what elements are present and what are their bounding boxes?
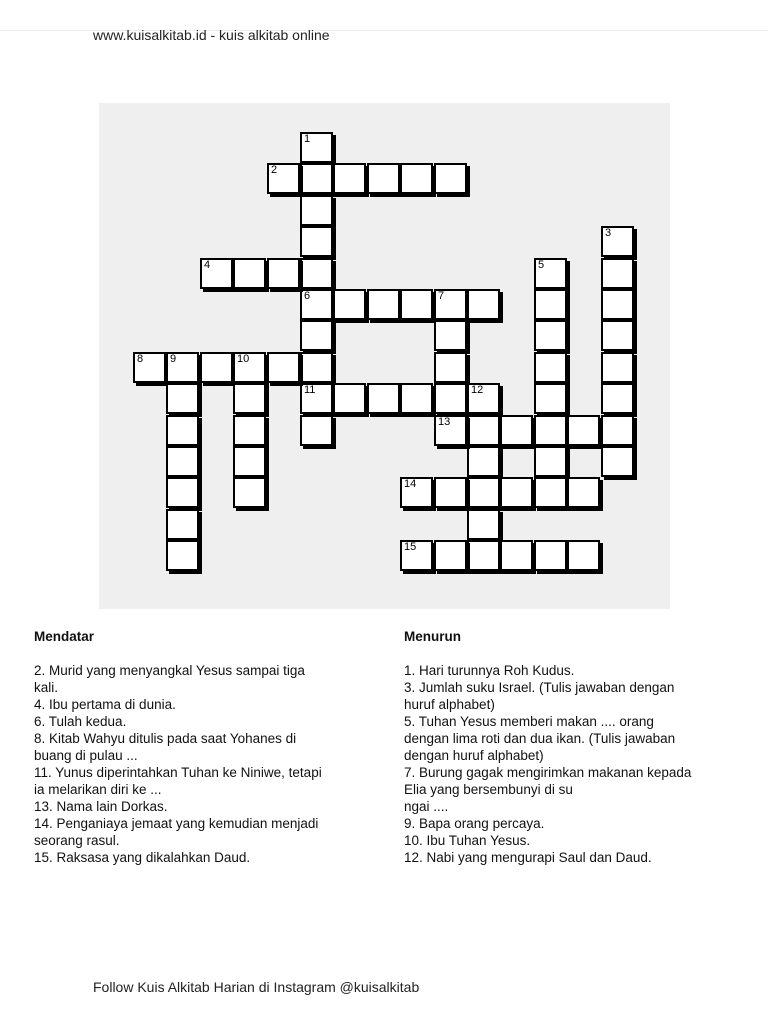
crossword-cell[interactable] [233,258,266,289]
crossword-cell[interactable] [333,383,366,414]
crossword-cell[interactable] [434,289,467,320]
clue-number: 2 [271,164,278,176]
crossword-cell[interactable] [300,289,333,320]
crossword-cell[interactable] [467,446,500,477]
crossword-cell[interactable] [534,352,567,383]
crossword-cell[interactable] [400,477,433,508]
crossword-cell[interactable] [434,352,467,383]
clues-across [34,628,374,866]
crossword-cell[interactable] [467,509,500,540]
clues-down-title: Menurun [404,629,461,644]
clue-number: 1 [304,133,311,145]
crossword-cell[interactable] [534,383,567,414]
crossword-cell[interactable] [601,226,634,257]
clue-number: 5 [538,259,545,271]
clue-number: 12 [471,384,484,396]
clue-across-13: 13. Nama lain Dorkas. [34,799,168,814]
crossword-cell[interactable] [601,258,634,289]
clue-down-12: 12. Nabi yang mengurapi Saul dan Daud. [404,850,652,865]
crossword-cell[interactable] [300,352,333,383]
crossword-cell[interactable] [267,352,300,383]
crossword-cell[interactable] [200,352,233,383]
site-header: www.kuisalkitab.id - kuis alkitab online [93,27,330,43]
crossword-cell[interactable] [400,540,433,571]
clue-across-14: 14. Penganiaya jemaat yang kemudian menjadi seorang rasul. [34,816,319,848]
crossword-cell[interactable] [467,477,500,508]
clue-across-15: 15. Raksasa yang dikalahkan Daud. [34,850,251,865]
clue-number: 9 [170,353,177,365]
crossword-cell[interactable] [300,132,333,163]
crossword-cell[interactable] [267,163,300,194]
crossword-cell[interactable] [467,383,500,414]
crossword-cell[interactable] [534,320,567,351]
crossword-cell[interactable] [534,477,567,508]
clue-across-6: 6. Tulah kedua. [34,714,127,729]
crossword-cell[interactable] [166,446,199,477]
crossword-cell[interactable] [467,415,500,446]
clue-number: 14 [404,478,417,490]
crossword-cell[interactable] [601,446,634,477]
crossword-cell[interactable] [434,415,467,446]
crossword-cell[interactable] [233,352,266,383]
crossword-cell[interactable] [500,477,533,508]
clue-down-7: 7. Burung gagak mengirimkan makanan kepada Elia yang bersembunyi di su ngai .... [404,765,692,814]
crossword-cell[interactable] [166,383,199,414]
crossword-cell[interactable] [300,258,333,289]
crossword-cell[interactable] [367,163,400,194]
crossword-cell[interactable] [333,163,366,194]
crossword-cell[interactable] [601,352,634,383]
crossword-cell[interactable] [534,540,567,571]
clue-number: 10 [237,353,250,365]
crossword-cell[interactable] [500,540,533,571]
clue-across-8: 8. Kitab Wahyu ditulis pada saat Yohanes di buang di pulau ... [34,731,297,763]
clue-number: 8 [137,353,144,365]
crossword-cell[interactable] [133,352,166,383]
crossword-cell[interactable] [434,540,467,571]
instagram-footer: Follow Kuis Alkitab Harian di Instagram @kuisalkitab [93,979,420,995]
crossword-cell[interactable] [166,352,199,383]
clue-down-5: 5. Tuhan Yesus memberi makan .... orang dengan lima roti dan dua ikan. (Tulis jawaban dengan huruf alphabet) [404,714,676,763]
clues-down [404,628,749,866]
clue-number: 6 [304,290,311,302]
clue-number: 15 [404,541,417,553]
clue-number: 7 [438,290,445,302]
crossword-cell[interactable] [601,289,634,320]
crossword-cell[interactable] [534,446,567,477]
crossword-cell[interactable] [434,383,467,414]
clues-across-title: Mendatar [34,629,95,644]
crossword-cell[interactable] [333,289,366,320]
crossword-cell[interactable] [434,477,467,508]
clue-down-9: 9. Bapa orang percaya. [404,816,545,831]
crossword-cell[interactable] [567,477,600,508]
crossword-cell[interactable] [300,320,333,351]
crossword-cell[interactable] [601,415,634,446]
clue-down-3: 3. Jumlah suku Israel. (Tulis jawaban dengan huruf alphabet) [404,680,675,712]
crossword-cell[interactable] [467,540,500,571]
clue-across-2: 2. Murid yang menyangkal Yesus sampai tiga kali. [34,663,305,695]
crossword-cell[interactable] [534,415,567,446]
crossword-cell[interactable] [166,477,199,508]
clue-across-4: 4. Ibu pertama di dunia. [34,697,176,712]
clue-number: 3 [605,227,612,239]
clue-down-1: 1. Hari turunnya Roh Kudus. [404,663,575,678]
crossword-cell[interactable] [233,477,266,508]
crossword-cell[interactable] [300,226,333,257]
crossword-cell[interactable] [267,258,300,289]
crossword-cell[interactable] [400,289,433,320]
crossword-cell[interactable] [567,540,600,571]
crossword-cell[interactable] [300,415,333,446]
crossword-cell[interactable] [200,258,233,289]
clue-number: 11 [304,384,316,396]
crossword-cell[interactable] [534,258,567,289]
crossword-cell[interactable] [233,446,266,477]
clue-number: 13 [438,416,451,428]
crossword-cell[interactable] [601,383,634,414]
crossword-cell[interactable] [300,163,333,194]
crossword-cell[interactable] [367,383,400,414]
crossword-cell[interactable] [367,289,400,320]
crossword-cell[interactable] [166,509,199,540]
clue-across-11: 11. Yunus diperintahkan Tuhan ke Niniwe, tetapi ia melarikan diri ke ... [34,765,322,797]
crossword-cell[interactable] [500,415,533,446]
crossword-cell[interactable] [434,320,467,351]
crossword-cell[interactable] [166,540,199,571]
clue-down-10: 10. Ibu Tuhan Yesus. [404,833,531,848]
crossword-cell[interactable] [434,163,467,194]
crossword-cell[interactable] [233,383,266,414]
crossword-cell[interactable] [300,383,333,414]
crossword-cell[interactable] [233,415,266,446]
crossword-cell[interactable] [567,415,600,446]
crossword-cell[interactable] [300,195,333,226]
crossword-cell[interactable] [467,289,500,320]
crossword-cell[interactable] [400,383,433,414]
crossword-cell[interactable] [166,415,199,446]
crossword-cell[interactable] [534,289,567,320]
clue-number: 4 [204,259,211,271]
crossword-cell[interactable] [400,163,433,194]
crossword-cell[interactable] [601,320,634,351]
